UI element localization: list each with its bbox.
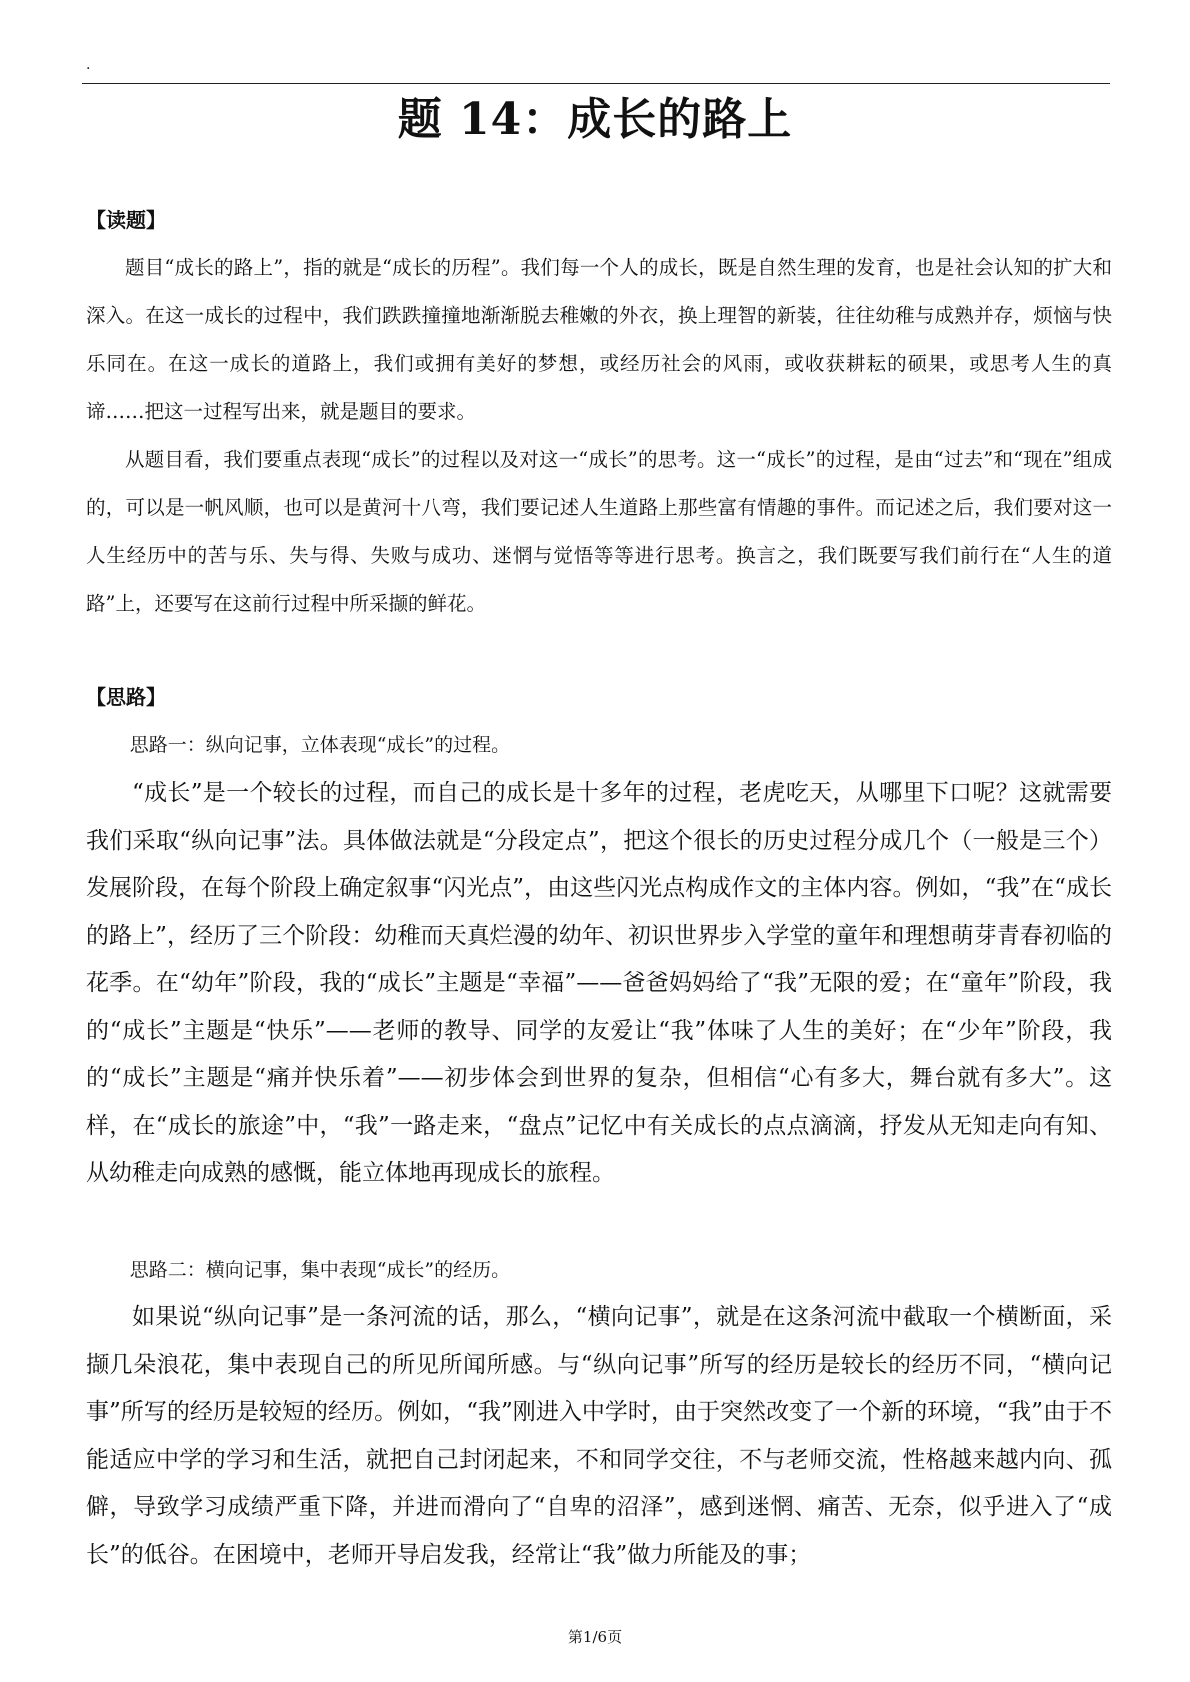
- idea2-title: 思路二：横向记事，集中表现“成长”的经历。: [129, 1259, 511, 1281]
- idea1-body: “成长”是一个较长的过程，而自己的成长是十多年的过程，老虎吃天，从哪里下口呢？这就需要我们采取“纵向记事”法。具体做法就是“分段定点”，把这个很长的历史过程分成几个（一般是三个）发展阶段，在每个阶段上确定叙事“闪光点”，由这些闪光点构成作文的主体内容。例如，“我”在“成长的路上”，经历了三个阶段：幼稚而天真烂漫的幼年、初识世界步入学堂的童年和理想萌芽青春初临的花季。在“幼年”阶段，我的“成长”主题是“幸福”——爸爸妈妈给了“我”无限的爱；在“童年”阶段，我的“成长”主题是“快乐”——老师的教导、同学的友爱让“我”体味了人生的美好；在“少年”阶段，我的“成长”主题是“痛并快乐着”——初步体会到世界的复杂，但相信“心有多大，舞台就有多大”。这样，在“成长的旅途”中，“我”一路走来，“盘点”记忆中有关成长的点点滴滴，抒发从无知走向有知、从幼稚走向成熟的感慨，能立体地再现成长的旅程。: [86, 780, 1112, 1186]
- page-number: 第1/6页: [567, 1628, 623, 1646]
- section-heading-ideas: 【思路】: [86, 685, 166, 709]
- idea2-body: 如果说“纵向记事”是一条河流的话，那么，“横向记事”，就是在这条河流中截取一个横断面，采撷几朵浪花，集中表现自己的所见所闻所感。与“纵向记事”所写的经历是较长的经历不同，“横向记事”所写的经历是较短的经历。例如，“我”刚进入中学时，由于突然改变了一个新的环境，“我”由于不能适应中学的学习和生活，就把自己封闭起来，不和同学交往，不与老师交流，性格越来越内向、孤僻，导致学习成绩严重下降，并进而滑向了“自卑的沼泽”，感到迷惘、痛苦、无奈，似乎进入了“成长”的低谷。在困境中，老师开导启发我，经常让“我”做力所能及的事；: [86, 1304, 1112, 1568]
- section-heading-reading: 【读题】: [86, 208, 166, 232]
- header-rule: [82, 83, 1110, 84]
- page-title: 题 14：成长的路上: [397, 94, 793, 145]
- header-dot: .: [86, 57, 91, 73]
- idea1-title: 思路一：纵向记事，立体表现“成长”的过程。: [129, 734, 511, 756]
- reading-paragraph-2: 从题目看，我们要重点表现“成长”的过程以及对这一“成长”的思考。这一“成长”的过程，是由“过去”和“现在”组成的，可以是一帆风顺，也可以是黄河十八弯，我们要记述人生道路上那些富有情趣的事件。而记述之后，我们要对这一人生经历中的苦与乐、失与得、失败与成功、迷惘与觉悟等等进行思考。换言之，我们既要写我们前行在“人生的道路”上，还要写在这前行过程中所采撷的鲜花。: [86, 448, 1112, 615]
- reading-paragraph-1: 题目“成长的路上”，指的就是“成长的历程”。我们每一个人的成长，既是自然生理的发育，也是社会认知的扩大和深入。在这一成长的过程中，我们跌跌撞撞地渐渐脱去稚嫩的外衣，换上理智的新装，往往幼稚与成熟并存，烦恼与快乐同在。在这一成长的道路上，我们或拥有美好的梦想，或经历社会的风雨，或收获耕耘的硕果，或思考人生的真谛……把这一过程写出来，就是题目的要求。: [86, 256, 1112, 423]
